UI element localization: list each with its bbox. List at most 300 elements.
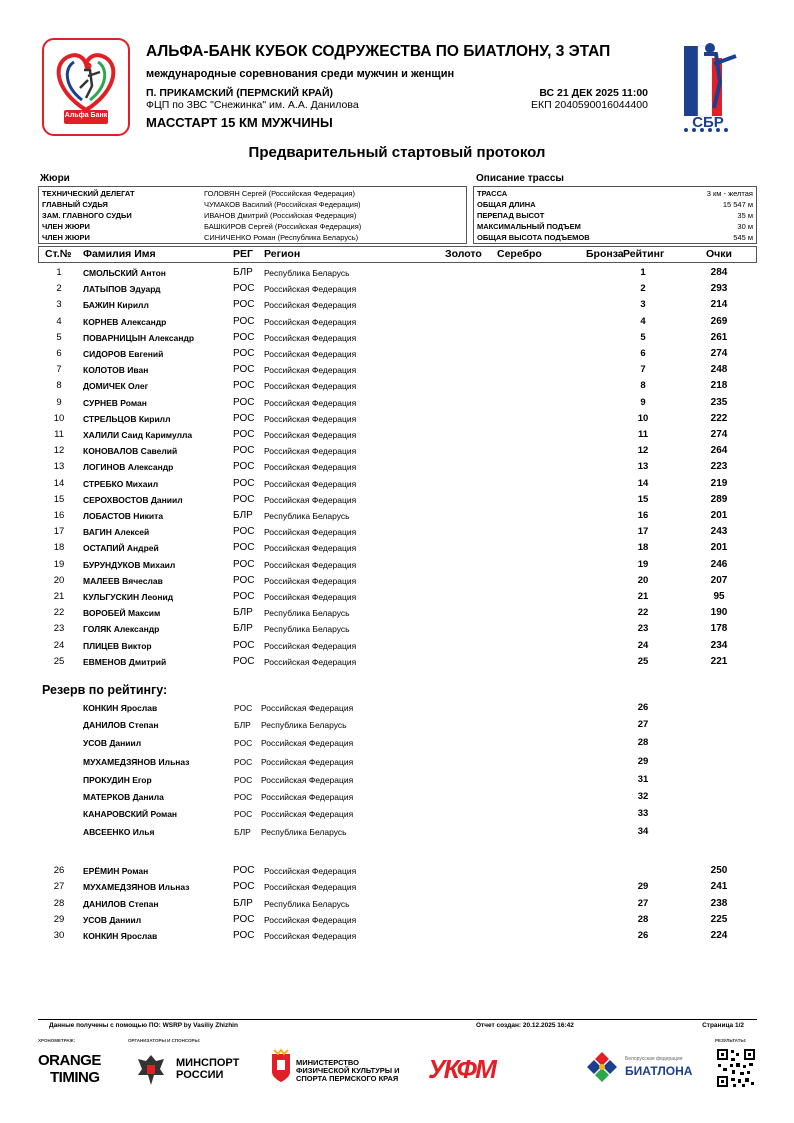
nation-code: РОС	[234, 738, 253, 748]
start-number: 18	[53, 542, 65, 554]
table-row	[0, 638, 794, 654]
table-row	[0, 314, 794, 330]
rating: 21	[637, 591, 649, 602]
nation-code: РОС	[233, 283, 255, 295]
jury-label: Жюри	[40, 173, 70, 184]
athlete-name: СЕРОХВОСТОВ Даниил	[83, 494, 183, 505]
points: 95	[713, 591, 725, 602]
rating: 2	[640, 283, 646, 295]
nation-code: РОС	[233, 477, 255, 489]
col-points: Очки	[706, 248, 732, 260]
rating: 32	[637, 791, 649, 802]
region: Российская Федерация	[264, 284, 357, 295]
points: 201	[710, 510, 728, 521]
nation-code: РОС	[233, 461, 255, 473]
race-title: МАССТАРТ 15 КМ МУЖЧИНЫ	[146, 115, 333, 130]
sponsors-label: ОРГАНИЗАТОРЫ И СПОНСОРЫ:	[128, 1038, 201, 1043]
start-number: 1	[56, 267, 62, 278]
track-label: Описание трассы	[476, 173, 564, 184]
athlete-name: КОНОВАЛОВ Савелий	[83, 446, 178, 457]
table-row	[0, 378, 794, 394]
table-row	[0, 700, 794, 716]
nation-code: РОС	[233, 655, 255, 667]
athlete-name: ВОРОБЕЙ Максим	[83, 608, 161, 619]
region: Российская Федерация	[264, 494, 357, 505]
athlete-name: КОНКИН Ярослав	[83, 931, 158, 942]
protocol-title: Предварительный стартовый протокол	[248, 144, 546, 161]
start-number: 9	[56, 396, 62, 408]
points: 222	[710, 412, 728, 424]
athlete-name: ДАНИЛОВ Степан	[83, 898, 159, 909]
perm-crest-icon	[270, 1048, 292, 1084]
rating: 1	[640, 267, 646, 278]
orange-text: ORANGE	[38, 1052, 101, 1069]
nation-code: РОС	[233, 380, 255, 392]
athlete-name: КУЛЬГУСКИН Леонид	[83, 592, 174, 602]
col-name: Фамилия Имя	[83, 248, 156, 260]
athlete-name: СТРЕБКО Михаил	[83, 478, 159, 489]
table-row	[0, 912, 794, 928]
points: 274	[710, 429, 728, 440]
timing-label: ХРОНОМЕТРАЖ:	[38, 1038, 76, 1043]
col-no: Ст.№	[45, 248, 72, 260]
points: 221	[710, 655, 728, 667]
athlete-name: МУХАМЕДЗЯНОВ Ильназ	[83, 757, 190, 767]
table-row	[0, 863, 794, 879]
jury-row: ГЛАВНЫЙ СУДЬЯ ЧУМАКОВ Василий (Российская Федерация)	[42, 200, 361, 209]
rating: 31	[637, 774, 649, 785]
rating: 3	[640, 299, 646, 311]
nation-code: РОС	[233, 331, 255, 343]
col-region: Регион	[264, 248, 301, 260]
athlete-name: АВСЕЕНКО Илья	[83, 827, 155, 837]
region: Российская Федерация	[264, 332, 357, 343]
nation-code: БЛР	[233, 607, 253, 619]
table-row	[0, 605, 794, 621]
sbr-logo	[674, 38, 742, 138]
start-number: 22	[53, 607, 65, 619]
athlete-name: БУРУНДУКОВ Михаил	[83, 559, 176, 570]
athlete-name: МУХАМЕДЗЯНОВ Ильназ	[83, 882, 190, 893]
region: Российская Федерация	[264, 592, 357, 602]
rating: 26	[637, 702, 649, 713]
table-row	[0, 928, 794, 944]
nation-code: РОС	[234, 775, 253, 785]
athlete-name: СМОЛЬСКИЙ Антон	[83, 268, 166, 278]
athlete-name: КОЛОТОВ Иван	[83, 365, 149, 376]
alfa-bank-text: Альфа Банк	[64, 112, 108, 119]
place: П. ПРИКАМСКИЙ (ПЕРМСКИЙ КРАЙ)	[146, 87, 333, 99]
region: Российская Федерация	[264, 559, 357, 570]
table-row	[0, 589, 794, 605]
athlete-name: ДАНИЛОВ Степан	[83, 720, 159, 730]
table-row	[0, 735, 794, 751]
points: 264	[710, 445, 728, 457]
table-row	[0, 476, 794, 492]
table-row	[0, 330, 794, 346]
rating: 23	[637, 623, 649, 635]
data-source: Данные получены с помощью ПО: WSRP by Vasiliy Zhizhin	[49, 1022, 238, 1029]
region: Российская Федерация	[264, 413, 357, 424]
ukfm-text: УКФМ	[428, 1054, 495, 1084]
region: Российская Федерация	[264, 462, 357, 473]
start-number: 10	[53, 412, 65, 424]
table-row	[0, 772, 794, 788]
points: 234	[710, 639, 728, 651]
nation-code: БЛР	[233, 267, 253, 278]
rating: 27	[637, 897, 649, 909]
rating: 27	[637, 719, 649, 730]
table-row	[0, 896, 794, 912]
results-qr-code-icon[interactable]	[716, 1048, 756, 1088]
points: 248	[710, 364, 728, 376]
rating: 8	[640, 380, 646, 392]
venue: ФЦП по ЗВС "Снежинка" им. А.А. Данилова	[146, 99, 359, 111]
belarus-biathlon-text: БИАТЛОНА	[625, 1064, 693, 1078]
rating: 9	[640, 396, 646, 408]
athlete-name: ПЛИЦЕВ Виктор	[83, 640, 152, 651]
region: Российская Федерация	[264, 300, 357, 311]
athlete-name: ГОЛЯК Александр	[83, 624, 160, 635]
nation-code: РОС	[233, 913, 255, 925]
athlete-name: ХАЛИЛИ Саид Каримулла	[83, 430, 193, 440]
perm-ministry-text: МИНИСТЕРСТВО ФИЗИЧЕСКОЙ КУЛЬТУРЫ И СПОРТА ПЕРМСКОГО КРАЯ	[296, 1058, 400, 1083]
athlete-name: ЕВМЕНОВ Дмитрий	[83, 656, 167, 667]
points: 224	[710, 930, 728, 942]
athlete-name: УСОВ Даниил	[83, 738, 142, 748]
jury-row: ЗАМ. ГЛАВНОГО СУДЬИ ИВАНОВ Дмитрий (Российская Федерация)	[42, 211, 357, 220]
region: Республика Беларусь	[264, 898, 350, 909]
rating: 17	[637, 526, 649, 538]
table-row	[0, 654, 794, 670]
start-number: 6	[56, 348, 62, 359]
nation-code: РОС	[234, 703, 253, 713]
rating: 6	[640, 348, 646, 359]
start-number: 20	[53, 574, 65, 586]
points: 261	[710, 331, 728, 343]
jury-row: ТЕХНИЧЕСКИЙ ДЕЛЕГАТ ГОЛОВЯН Сергей (Российская Федерация)	[42, 189, 355, 198]
table-row	[0, 265, 794, 281]
timing-text: TIMING	[50, 1069, 100, 1086]
competition-subtitle: международные соревнования среди мужчин и женщин	[146, 68, 455, 80]
region: Российская Федерация	[264, 430, 357, 440]
jury-table	[38, 186, 467, 244]
start-number: 4	[56, 315, 62, 327]
jury-row: ЧЛЕН ЖЮРИ СИНИЧЕНКО Роман (Республика Беларусь)	[42, 233, 359, 242]
table-row	[0, 524, 794, 540]
region: Российская Федерация	[264, 381, 357, 392]
alfa-bank-cup-logo	[42, 38, 130, 136]
table-row	[0, 411, 794, 427]
table-header	[38, 246, 757, 263]
start-number: 28	[53, 897, 65, 909]
rating: 16	[637, 510, 649, 521]
start-number: 29	[53, 913, 65, 925]
start-number: 16	[53, 510, 65, 521]
ekp-code: ЕКП 2040590016044400	[530, 99, 648, 111]
athlete-name: ЕРЁМИН Роман	[83, 866, 149, 876]
rating: 34	[637, 826, 649, 837]
table-row	[0, 346, 794, 362]
table-row	[0, 754, 794, 770]
track-row: ОБЩАЯ ДЛИНА 15 547 м	[477, 200, 753, 209]
belarus-federation-text: Белорусская федерация	[625, 1056, 683, 1062]
athlete-name: ЛОБАСТОВ Никита	[83, 511, 164, 521]
reserve-title: Резерв по рейтингу:	[42, 683, 168, 697]
athlete-name: СТРЕЛЬЦОВ Кирилл	[83, 413, 171, 424]
rating: 7	[640, 364, 646, 376]
rating: 18	[637, 542, 649, 554]
nation-code: РОС	[233, 881, 255, 893]
heart-biathlete-icon	[44, 40, 128, 134]
rating: 19	[637, 558, 649, 570]
region: Республика Беларусь	[264, 608, 350, 619]
region: Российская Федерация	[264, 316, 357, 327]
rating: 22	[637, 607, 649, 619]
track-table	[473, 186, 757, 244]
col-rank: Рейтинг	[623, 248, 665, 260]
ornament-icon	[585, 1050, 619, 1084]
athlete-name: СУРНЕВ Роман	[83, 397, 147, 408]
rating: 25	[637, 655, 649, 667]
nation-code: РОС	[233, 930, 255, 942]
region: Российская Федерация	[261, 809, 354, 819]
start-number: 26	[53, 865, 65, 876]
start-number: 8	[56, 380, 62, 392]
start-number: 2	[56, 283, 62, 295]
athlete-name: ДОМИЧЕК Олег	[83, 381, 149, 392]
region: Российская Федерация	[261, 757, 354, 767]
nation-code: БЛР	[234, 827, 251, 837]
start-number: 7	[56, 364, 62, 376]
table-row	[0, 557, 794, 573]
nation-code: РОС	[234, 757, 253, 767]
table-row	[0, 362, 794, 378]
rating: 28	[637, 737, 649, 748]
nation-code: РОС	[233, 558, 255, 570]
points: 214	[710, 299, 728, 311]
table-row	[0, 717, 794, 733]
nation-code: БЛР	[233, 897, 253, 909]
footer-divider	[38, 1019, 757, 1020]
col-silver: Серебро	[497, 248, 542, 260]
report-created: Отчет создан: 20.12.2025 16:42	[476, 1022, 574, 1029]
athlete-name: БАЖИН Кирилл	[83, 300, 149, 311]
region: Российская Федерация	[264, 640, 357, 651]
points: 223	[710, 461, 728, 473]
nation-code: РОС	[233, 639, 255, 651]
region: Российская Федерация	[264, 446, 357, 457]
perm-ministry-logo	[270, 1048, 400, 1089]
nation-code: РОС	[233, 493, 255, 505]
start-number: 12	[53, 445, 65, 457]
ukfm-logo	[428, 1054, 528, 1084]
table-row	[0, 427, 794, 443]
sbr-text: СБР	[692, 114, 724, 131]
points: 207	[710, 574, 728, 586]
region: Российская Федерация	[264, 656, 357, 667]
points: 250	[710, 865, 728, 876]
rating: 29	[637, 756, 649, 767]
results-label: РЕЗУЛЬТАТЫ:	[715, 1038, 747, 1043]
region: Российская Федерация	[264, 397, 357, 408]
start-number: 11	[54, 429, 64, 440]
nation-code: БЛР	[233, 510, 253, 521]
region: Республика Беларусь	[264, 624, 350, 635]
competition-title: АЛЬФА-БАНК КУБОК СОДРУЖЕСТВА ПО БИАТЛОНУ, 3 ЭТАП	[146, 43, 611, 60]
region: Республика Беларусь	[261, 827, 347, 837]
jury-row: ЧЛЕН ЖЮРИ БАШКИРОВ Сергей (Российская Федерация)	[42, 222, 362, 231]
athlete-name: КОНКИН Ярослав	[83, 703, 158, 713]
start-number: 24	[53, 639, 65, 651]
region: Российская Федерация	[264, 527, 357, 538]
rating: 28	[637, 913, 649, 925]
page-number: Страница 1/2	[702, 1022, 744, 1029]
table-row	[0, 459, 794, 475]
points: 293	[710, 283, 728, 295]
date-time: ВС 21 ДЕК 2025 11:00	[539, 87, 648, 99]
region: Российская Федерация	[261, 703, 354, 713]
points: 225	[710, 913, 728, 925]
track-row: ПЕРЕПАД ВЫСОТ 35 м	[477, 211, 753, 220]
start-number: 19	[53, 558, 65, 570]
table-row	[0, 789, 794, 805]
start-number: 23	[53, 623, 65, 635]
points: 243	[710, 526, 728, 538]
athlete-name: УСОВ Даниил	[83, 914, 142, 925]
athlete-name: ВАГИН Алексей	[83, 527, 150, 538]
rating: 11	[637, 429, 649, 440]
points: 201	[710, 542, 728, 554]
table-row	[0, 508, 794, 524]
orange-timing-logo	[38, 1052, 104, 1088]
start-number: 27	[53, 881, 65, 893]
table-row	[0, 824, 794, 840]
points: 238	[710, 897, 728, 909]
table-row	[0, 443, 794, 459]
table-row	[0, 879, 794, 895]
nation-code: РОС	[234, 809, 253, 819]
athlete-name: ЛОГИНОВ Александр	[83, 462, 174, 473]
start-number: 15	[53, 493, 65, 505]
rating: 33	[637, 808, 649, 819]
nation-code: БЛР	[233, 623, 253, 635]
points: 246	[710, 558, 728, 570]
start-number: 3	[56, 299, 62, 311]
track-row: МАКСИМАЛЬНЫЙ ПОДЪЕМ 30 м	[477, 222, 753, 231]
nation-code: РОС	[233, 445, 255, 457]
nation-code: РОС	[233, 299, 255, 311]
athlete-name: ОСТАПИЙ Андрей	[83, 543, 159, 554]
rating: 10	[637, 412, 649, 424]
athlete-name: КОРНЕВ Александр	[83, 316, 167, 327]
table-row	[0, 621, 794, 637]
athlete-name: ПОВАРНИЦЫН Александр	[83, 332, 195, 343]
rating: 24	[637, 639, 649, 651]
rating: 13	[637, 461, 649, 473]
nation-code: РОС	[233, 396, 255, 408]
athlete-name: МАЛЕЕВ Вячеслав	[83, 575, 163, 586]
nation-code: РОС	[233, 315, 255, 327]
points: 269	[710, 315, 728, 327]
nation-code: РОС	[233, 429, 255, 440]
start-number: 14	[53, 477, 65, 489]
region: Российская Федерация	[264, 866, 357, 876]
rating: 15	[637, 493, 649, 505]
minsport-logo	[136, 1051, 240, 1092]
nation-code: РОС	[233, 526, 255, 538]
table-row	[0, 281, 794, 297]
start-number: 21	[53, 591, 65, 602]
nation-code: РОС	[234, 792, 253, 802]
table-row	[0, 395, 794, 411]
col-gold: Золото	[445, 248, 482, 260]
table-row	[0, 540, 794, 556]
points: 190	[710, 607, 728, 619]
nation-code: БЛР	[234, 720, 251, 730]
start-number: 13	[53, 461, 65, 473]
table-row	[0, 492, 794, 508]
region: Российская Федерация	[264, 931, 357, 942]
region: Российская Федерация	[264, 575, 357, 586]
rating: 29	[637, 881, 649, 893]
athlete-name: СИДОРОВ Евгений	[83, 349, 164, 359]
rating: 4	[640, 315, 646, 327]
col-nat: РЕГ	[233, 248, 253, 260]
points: 235	[710, 396, 728, 408]
athlete-name: МАТЕРКОВ Данила	[83, 792, 164, 802]
track-row: ТРАССА 3 км - желтая	[477, 189, 753, 198]
start-number: 30	[53, 930, 65, 942]
points: 178	[710, 623, 728, 635]
table-row	[0, 806, 794, 822]
nation-code: РОС	[233, 542, 255, 554]
rating: 20	[637, 574, 649, 586]
athlete-name: КАНАРОВСКИЙ Роман	[83, 809, 178, 819]
start-number: 5	[56, 331, 62, 343]
region: Российская Федерация	[264, 478, 357, 489]
track-row: ОБЩАЯ ВЫСОТА ПОДЪЕМОВ 545 м	[477, 233, 753, 242]
nation-code: РОС	[233, 574, 255, 586]
rating: 5	[640, 331, 646, 343]
nation-code: РОС	[233, 865, 255, 876]
table-row	[0, 573, 794, 589]
region: Российская Федерация	[264, 365, 357, 376]
points: 218	[710, 380, 728, 392]
col-bronze: Бронза	[586, 248, 624, 260]
region: Российская Федерация	[264, 882, 357, 893]
nation-code: РОС	[233, 364, 255, 376]
region: Республика Беларусь	[261, 720, 347, 730]
points: 289	[710, 493, 728, 505]
start-number: 17	[53, 526, 65, 538]
nation-code: РОС	[233, 591, 255, 602]
region: Российская Федерация	[261, 775, 354, 785]
rating: 26	[637, 930, 649, 942]
points: 284	[710, 267, 728, 278]
points: 219	[710, 477, 728, 489]
minsport-text: МИНСПОРТ РОССИИ	[176, 1057, 240, 1081]
nation-code: РОС	[233, 348, 255, 359]
nation-code: РОС	[233, 412, 255, 424]
table-row	[0, 297, 794, 313]
athlete-name: ПРОКУДИН Егор	[83, 775, 152, 785]
region: Республика Беларусь	[264, 511, 350, 521]
athlete-name: ЛАТЫПОВ Эдуард	[83, 284, 161, 295]
rating: 12	[637, 445, 649, 457]
region: Российская Федерация	[264, 543, 357, 554]
start-number: 25	[53, 655, 65, 667]
